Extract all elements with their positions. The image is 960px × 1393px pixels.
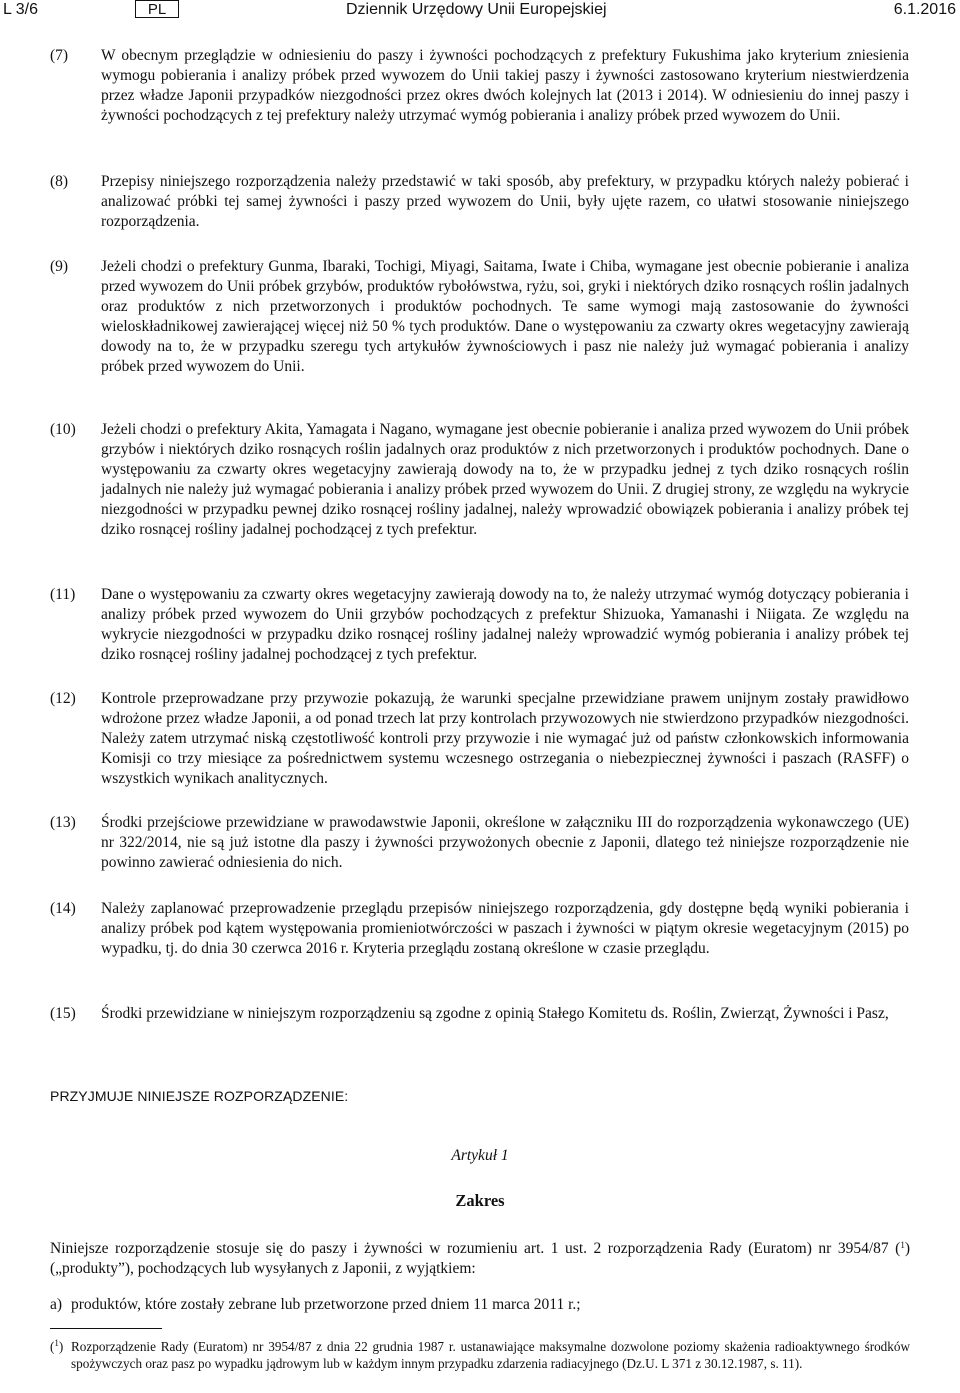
recital-text: Środki przewidziane w niniejszym rozporządzeniu są zgodne z opinią Stałego Komitetu ds. Roślin, Zwierząt, Żywności i Pasz, xyxy=(101,1005,889,1022)
recital-number: (8) xyxy=(50,173,69,190)
footnote-reference[interactable]: 1 xyxy=(900,1240,905,1250)
recital-text: Środki przejściowe przewidziane w prawodawstwie Japonii, określone w załączniku III do rozporządzenia wykonawczego (UE) nr 322/2014, nie są już istotne dla paszy i żywności przywożonych obecnie z Japonii, dlatego też niniejsze rozporządzenie nie powinno zawierać odniesienia do nich. xyxy=(101,814,909,871)
footnote-number: ($^1$) xyxy=(50,1338,64,1354)
recital-text: W obecnym przeglądzie w odniesieniu do paszy i żywności pochodzących z prefektury Fukushima jako kryterium zniesienia wymogu pobierania i analizy próbek przed wywozem do Unii takiej paszy i żywności zastosowano kryterium niestwierdzenia przez władze Japonii przypadków niezgodności przez okres dwóch kolejnych lat (2013 i 2014). W odniesieniu do innej paszy i żywności pochodzących z tej prefektury należy utrzymać wymóg pobierania i analizy próbek przed wywozem do Unii. xyxy=(101,47,909,124)
recital-number: (14) xyxy=(50,900,76,917)
recital-text: Kontrole przeprowadzane przy przywozie pokazują, że warunki specjalne przewidziane prawem unijnym zostały prawidłowo wdrożone przez władze Japonii, a od ponad trzech lat przy kontrolach przywozowych nie stwierdzono przypadków niezgodności. Należy zatem utrzymać niską częstotliwość kontroli przy przywozie i nie wymagać już od państw członkowskich informowania Komisji co trzy miesiące za pośrednictwem systemu wczesnego ostrzegania o niebezpiecznej żywności i paszach (RASFF) o wszystkich wynikach analitycznych. xyxy=(101,690,909,787)
article-paragraph xyxy=(50,1239,910,1279)
publication-date: 6.1.2016 xyxy=(893,1,956,18)
point-label: a) xyxy=(50,1296,63,1313)
recital-text: Jeżeli chodzi o prefektury Akita, Yamagata i Nagano, wymagane jest obecnie pobieranie i analiza przed wywozem do Unii próbek grzybów i niektórych dziko rosnących roślin jadalnych oraz produktów z nich przetworzonych i produktów pochodnych. Dane o występowaniu za czwarty okres wegetacyjny zawierają dowody na to, że w przypadku jednej z tych dziko rosnących roślin jadalnych nie należy już wymagać pobierania i analizy próbek przed wywozem do Unii. Z drugiej strony, ze względu na wykrycie niezgodności w przypadku pewnej dziko rosnącej rośliny jadalnej, należy wprowadzić obowiązek pobierania i analizy próbek tej dziko rosnącej rośliny jadalnej pochodzącej z tych prefektur. xyxy=(101,421,909,538)
recital-text: Jeżeli chodzi o prefektury Gunma, Ibaraki, Tochigi, Miyagi, Saitama, Iwate i Chiba, wymagane jest obecnie pobieranie i analiza przed wywozem do Unii próbek grzybów, produktów rybołówstwa, ryżu, soi, gryki i niektórych dziko rosnących roślin jadalnych oraz produktów z nich przetworzonych i produktów pochodnych. Te same wymogi mają zastosowanie do żywności wieloskładnikowej zawierającej więcej niż 50 % tych produktów. Dane o występowaniu za czwarty okres wegetacyjny zawierają dowody na to, że w przypadku szeregu tych artykułów żywnościowych i pasz nie należy już wymagać pobierania i analizy próbek przed wywozem do Unii. xyxy=(101,258,909,375)
recital-text: Należy zaplanować przeprowadzenie przeglądu przepisów niniejszego rozporządzenia, gdy dostępne będą wyniki pobierania i analizy próbek pod kątem występowania promieniotwórczości w paszach i żywności w piątym okresie wegetacyjnym (2015) po wypadku, tj. do dnia 30 czerwca 2016 r. Kryteria przeglądu zostaną określone w czasie przeglądu. xyxy=(101,900,909,957)
recital-text: Przepisy niniejszego rozporządzenia należy przedstawić w taki sposób, aby prefektury, w przypadku których należy pobierać i analizować próbki tej samej żywności i paszy przed wywozem do Unii, były ujęte razem, co ułatwi stosowanie niniejszego rozporządzenia. xyxy=(101,173,909,230)
recital-number: (9) xyxy=(50,258,69,275)
recital-text: Dane o występowaniu za czwarty okres wegetacyjny zawierają dowody na to, że należy utrzymać wymóg dotyczący pobierania i analizy próbek przed wywozem do Unii grzybów pochodzących z prefektur Shizuoka, Yamanashi i Niigata. Ze względu na wykrycie niezgodności w przypadku dziko rosnącej rośliny jadalnej należy wprowadzić wymóg pobierania i analizy próbek tej dziko rosnącej rośliny jadalnej pochodzącej z tych prefektur. xyxy=(101,586,909,663)
recital-number: (15) xyxy=(50,1005,76,1022)
recital-number: (7) xyxy=(50,47,69,64)
footnote-divider xyxy=(50,1328,162,1329)
recital-number: (10) xyxy=(50,421,76,438)
article-text-start: Niniejsze rozporządzenie stosuje się do paszy i żywności w rozumieniu art. 1 ust. 2 rozporządzenia Rady (Euratom) nr 3954/87 ( xyxy=(50,1240,901,1257)
recital-number: (13) xyxy=(50,814,76,831)
article-title: Zakres xyxy=(455,1191,505,1210)
recital-number: (12) xyxy=(50,690,76,707)
page-number: L 3/6 xyxy=(3,1,38,18)
journal-title: Dziennik Urzędowy Unii Europejskiej xyxy=(346,1,607,18)
footnote-number-value: 1 xyxy=(54,1338,59,1348)
language-badge: PL xyxy=(135,0,179,18)
article-number: Artykuł 1 xyxy=(451,1147,509,1164)
footnote-text: Rozporządzenie Rady (Euratom) nr 3954/87 z dnia 22 grudnia 1987 r. ustanawiające maksymalne dozwolone poziomy skażenia radioaktywnego środków spożywczych oraz pasz po wypadku jądrowym lub w każdym innym przypadku zdarzenia radiacyjnego (Dz.U. L 371 z 30.12.1987, s. 11). xyxy=(71,1339,910,1372)
point-text: produktów, które zostały zebrane lub przetworzone przed dniem 11 marca 2011 r.; xyxy=(71,1296,581,1313)
adoption-formula: PRZYJMUJE NINIEJSZE ROZPORZĄDZENIE: xyxy=(50,1088,349,1104)
recital-number: (11) xyxy=(50,586,76,603)
article-point-a xyxy=(50,1295,910,1315)
page-header xyxy=(0,0,960,26)
article-text-end: ) („produkty”), pochodzących lub wysyłanych z Japonii, z wyjątkiem: xyxy=(50,1240,910,1277)
